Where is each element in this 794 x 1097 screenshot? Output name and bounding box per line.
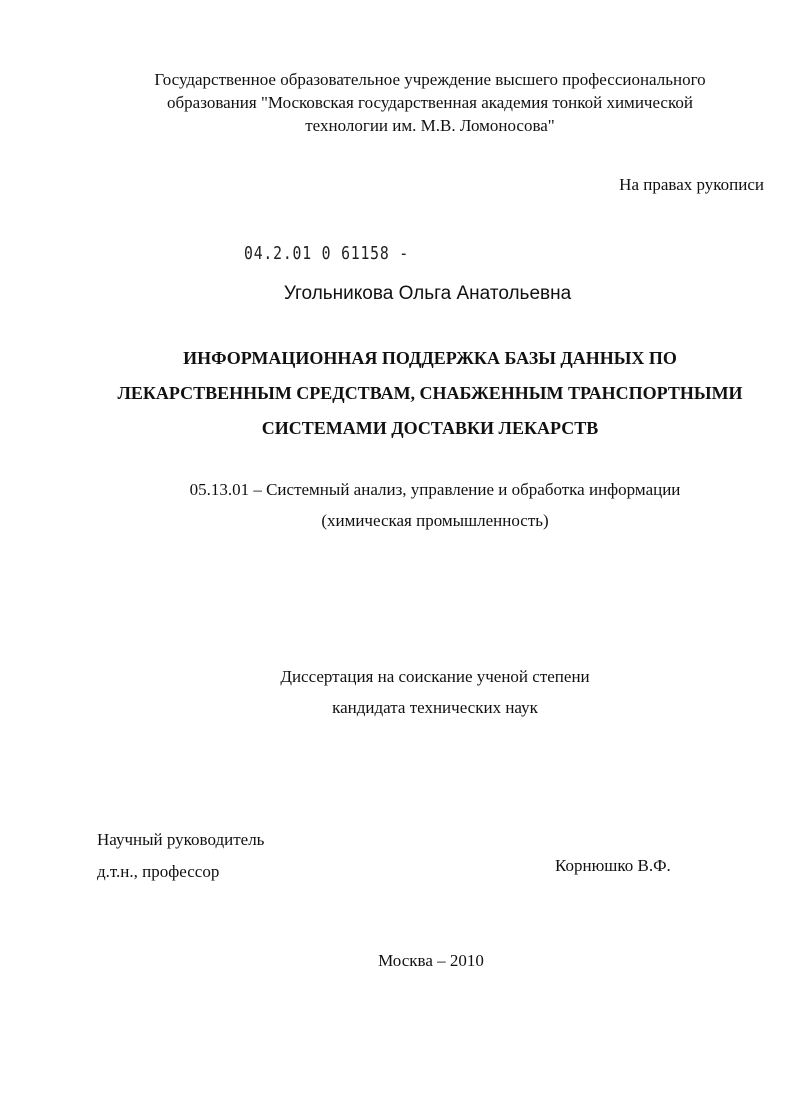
institution-line: образования "Московская государственная академия тонкой химической xyxy=(167,93,693,112)
city-year: Москва – 2010 xyxy=(378,951,484,970)
title-line: СИСТЕМАМИ ДОСТАВКИ ЛЕКАРСТВ xyxy=(261,418,599,438)
supervisor-name: Корнюшко В.Ф. xyxy=(555,856,671,875)
specialty-code xyxy=(95,474,775,536)
institution-header xyxy=(100,68,760,137)
supervisor-title: д.т.н., профессор xyxy=(97,862,220,881)
degree-line: Диссертация на соискание ученой степени xyxy=(280,667,590,686)
title-line: ИНФОРМАЦИОННАЯ ПОДДЕРЖКА БАЗЫ ДАННЫХ ПО xyxy=(183,348,677,368)
specialty-line: (химическая промышленность) xyxy=(321,511,549,530)
institution-line: Государственное образовательное учреждение высшего профессионального xyxy=(154,70,706,89)
degree-line: кандидата технических наук xyxy=(332,698,538,717)
author-name: Угольникова Ольга Анатольевна xyxy=(283,283,572,304)
specialty-line: 05.13.01 – Системный анализ, управление и обработка информации xyxy=(189,480,681,499)
institution-line: технологии им. М.В. Ломоносова" xyxy=(305,116,555,135)
degree-statement xyxy=(95,661,775,723)
registration-stamp: 04.2.01 0 61158 - xyxy=(244,243,410,264)
supervisor-block xyxy=(97,824,264,888)
supervisor-label: Научный руководитель xyxy=(97,830,265,849)
dissertation-title xyxy=(50,341,794,446)
title-line: ЛЕКАРСТВЕННЫМ СРЕДСТВАМ, СНАБЖЕННЫМ ТРАНСПОРТНЫМИ xyxy=(117,383,743,403)
rights-note: На правах рукописи xyxy=(619,175,764,194)
